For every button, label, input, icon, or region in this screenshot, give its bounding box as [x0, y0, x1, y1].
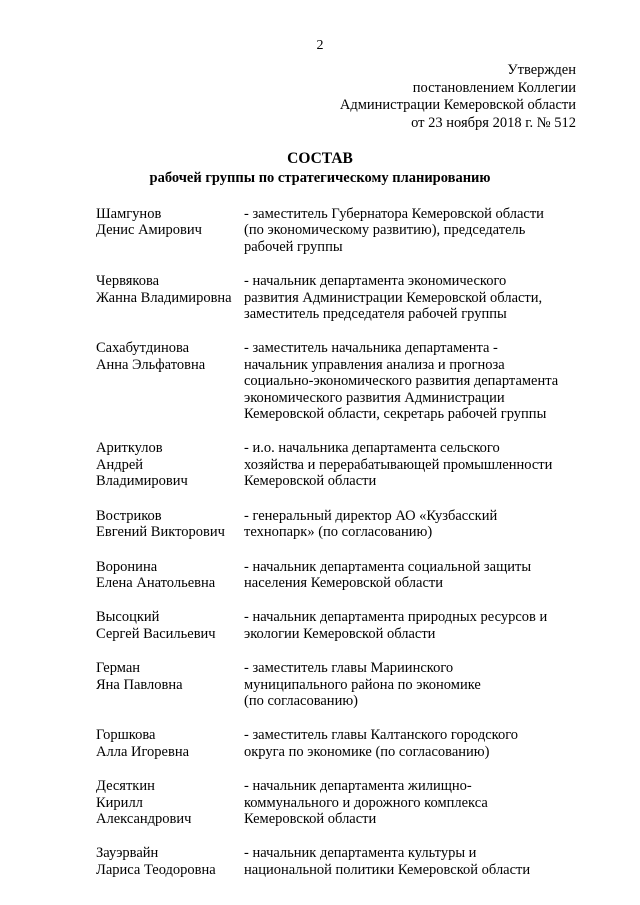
- member-name-line: Кирилл: [96, 794, 143, 811]
- member-role-line: экологии Кемеровской области: [244, 625, 436, 642]
- member-name: [96, 440, 244, 489]
- member-name: [96, 778, 244, 827]
- member-role-line: муниципального района по экономике: [244, 676, 481, 693]
- member-name-line: Анна Эльфатовна: [96, 356, 206, 373]
- approval-line: Администрации Кемеровской области: [339, 97, 576, 113]
- member-name: [96, 845, 244, 878]
- member-role-line: (по согласованию): [244, 692, 358, 709]
- member-role-line: населения Кемеровской области: [244, 574, 444, 591]
- member-role: [244, 727, 596, 760]
- member-role: [244, 508, 596, 541]
- member-name-line: Востриков: [96, 507, 162, 524]
- member-row: [96, 609, 596, 642]
- member-name: [96, 727, 244, 760]
- member-role-line: начальник управления анализа и прогноза: [244, 356, 505, 373]
- member-name-line: Денис Амирович: [96, 222, 202, 239]
- approval-line: от 23 ноября 2018 г. № 512: [411, 114, 576, 131]
- member-name-line: Жанна Владимировна: [96, 289, 232, 306]
- member-name-line: Герман: [96, 660, 141, 677]
- member-name-line: Лариса Теодоровна: [96, 861, 216, 878]
- member-role-line: социально-экономического развития департамента: [244, 373, 559, 390]
- member-role-line: национальной политики Кемеровской области: [244, 861, 531, 878]
- member-role: [244, 778, 596, 827]
- member-row: [96, 778, 596, 827]
- approval-line: постановлением Коллегии: [412, 79, 576, 96]
- member-role: [244, 660, 596, 709]
- member-name-line: Евгений Викторович: [96, 524, 225, 541]
- member-role-line: - начальник департамента культуры и: [244, 845, 477, 862]
- member-role: [244, 273, 596, 322]
- member-name-line: Десяткин: [96, 778, 155, 795]
- member-name: [96, 609, 244, 642]
- member-role: [244, 440, 596, 489]
- member-name-line: Александрович: [96, 810, 192, 827]
- member-role-line: экономического развития Администрации: [244, 389, 505, 406]
- title-sub: рабочей группы по стратегическому планированию: [149, 170, 491, 186]
- member-name-line: Ариткулов: [96, 440, 163, 457]
- member-name-line: Алла Игоревна: [96, 743, 190, 760]
- page-number: 2: [316, 38, 324, 53]
- member-name: [96, 273, 244, 322]
- member-role: [244, 609, 596, 642]
- member-row: [96, 206, 596, 255]
- member-role-line: заместитель председателя рабочей группы: [244, 306, 507, 323]
- member-role-line: Кемеровской области: [244, 473, 377, 490]
- title-main: СОСТАВ: [287, 150, 353, 167]
- member-role-line: Кемеровской области, секретарь рабочей группы: [244, 406, 547, 423]
- member-role-line: Кемеровской области: [244, 810, 377, 827]
- member-name-line: Червякова: [96, 273, 160, 290]
- member-role: [244, 340, 596, 422]
- member-row: [96, 660, 596, 709]
- member-name-line: Владимирович: [96, 473, 188, 490]
- member-name-line: Шамгунов: [96, 206, 162, 222]
- member-role-line: - заместитель Губернатора Кемеровской области: [244, 206, 544, 222]
- member-row: [96, 845, 596, 878]
- member-name-line: Горшкова: [96, 727, 156, 744]
- member-name-line: Воронина: [96, 558, 158, 575]
- member-role: [244, 845, 596, 878]
- member-row: [96, 273, 596, 322]
- member-row: [96, 440, 596, 489]
- member-role-line: технопарк» (по согласованию): [244, 524, 433, 541]
- member-name-line: Зауэрвайн: [96, 845, 159, 862]
- member-role-line: - начальник департамента жилищно-: [244, 778, 472, 795]
- member-role-line: - заместитель главы Калтанского городского: [244, 727, 519, 744]
- member-row: [96, 727, 596, 760]
- member-role-line: хозяйства и перерабатывающей промышленности: [244, 456, 553, 473]
- member-role-line: - заместитель главы Мариинского: [244, 660, 454, 677]
- member-role-line: (по экономическому развитию), председатель: [244, 222, 526, 239]
- members-list: [96, 206, 596, 896]
- member-role-line: - начальник департамента природных ресурсов и: [244, 609, 548, 626]
- member-name-line: Андрей: [96, 456, 144, 473]
- member-role-line: - заместитель начальника департамента -: [244, 340, 498, 357]
- member-name-line: Сахабутдинова: [96, 340, 190, 357]
- member-name-line: Сергей Васильевич: [96, 625, 216, 642]
- member-role-line: коммунального и дорожного комплекса: [244, 794, 488, 811]
- document-title: [0, 150, 640, 187]
- member-name: [96, 508, 244, 541]
- member-name-line: Яна Павловна: [96, 676, 183, 693]
- member-role-line: - и.о. начальника департамента сельского: [244, 440, 500, 457]
- member-role-line: рабочей группы: [244, 238, 343, 255]
- approval-block: [276, 62, 576, 132]
- member-role-line: развития Администрации Кемеровской области,: [244, 289, 543, 306]
- approval-line: Утвержден: [507, 62, 576, 78]
- member-row: [96, 508, 596, 541]
- member-role: [244, 206, 596, 255]
- member-name-line: Елена Анатольевна: [96, 574, 216, 591]
- member-role-line: - начальник департамента экономического: [244, 273, 507, 290]
- member-name-line: Высоцкий: [96, 609, 160, 626]
- member-role-line: округа по экономике (по согласованию): [244, 743, 490, 760]
- member-name: [96, 660, 244, 709]
- member-role: [244, 559, 596, 592]
- member-name: [96, 340, 244, 422]
- member-row: [96, 559, 596, 592]
- member-name: [96, 206, 244, 255]
- member-role-line: - генеральный директор АО «Кузбасский: [244, 507, 498, 524]
- member-row: [96, 340, 596, 422]
- member-role-line: - начальник департамента социальной защиты: [244, 558, 532, 575]
- member-name: [96, 559, 244, 592]
